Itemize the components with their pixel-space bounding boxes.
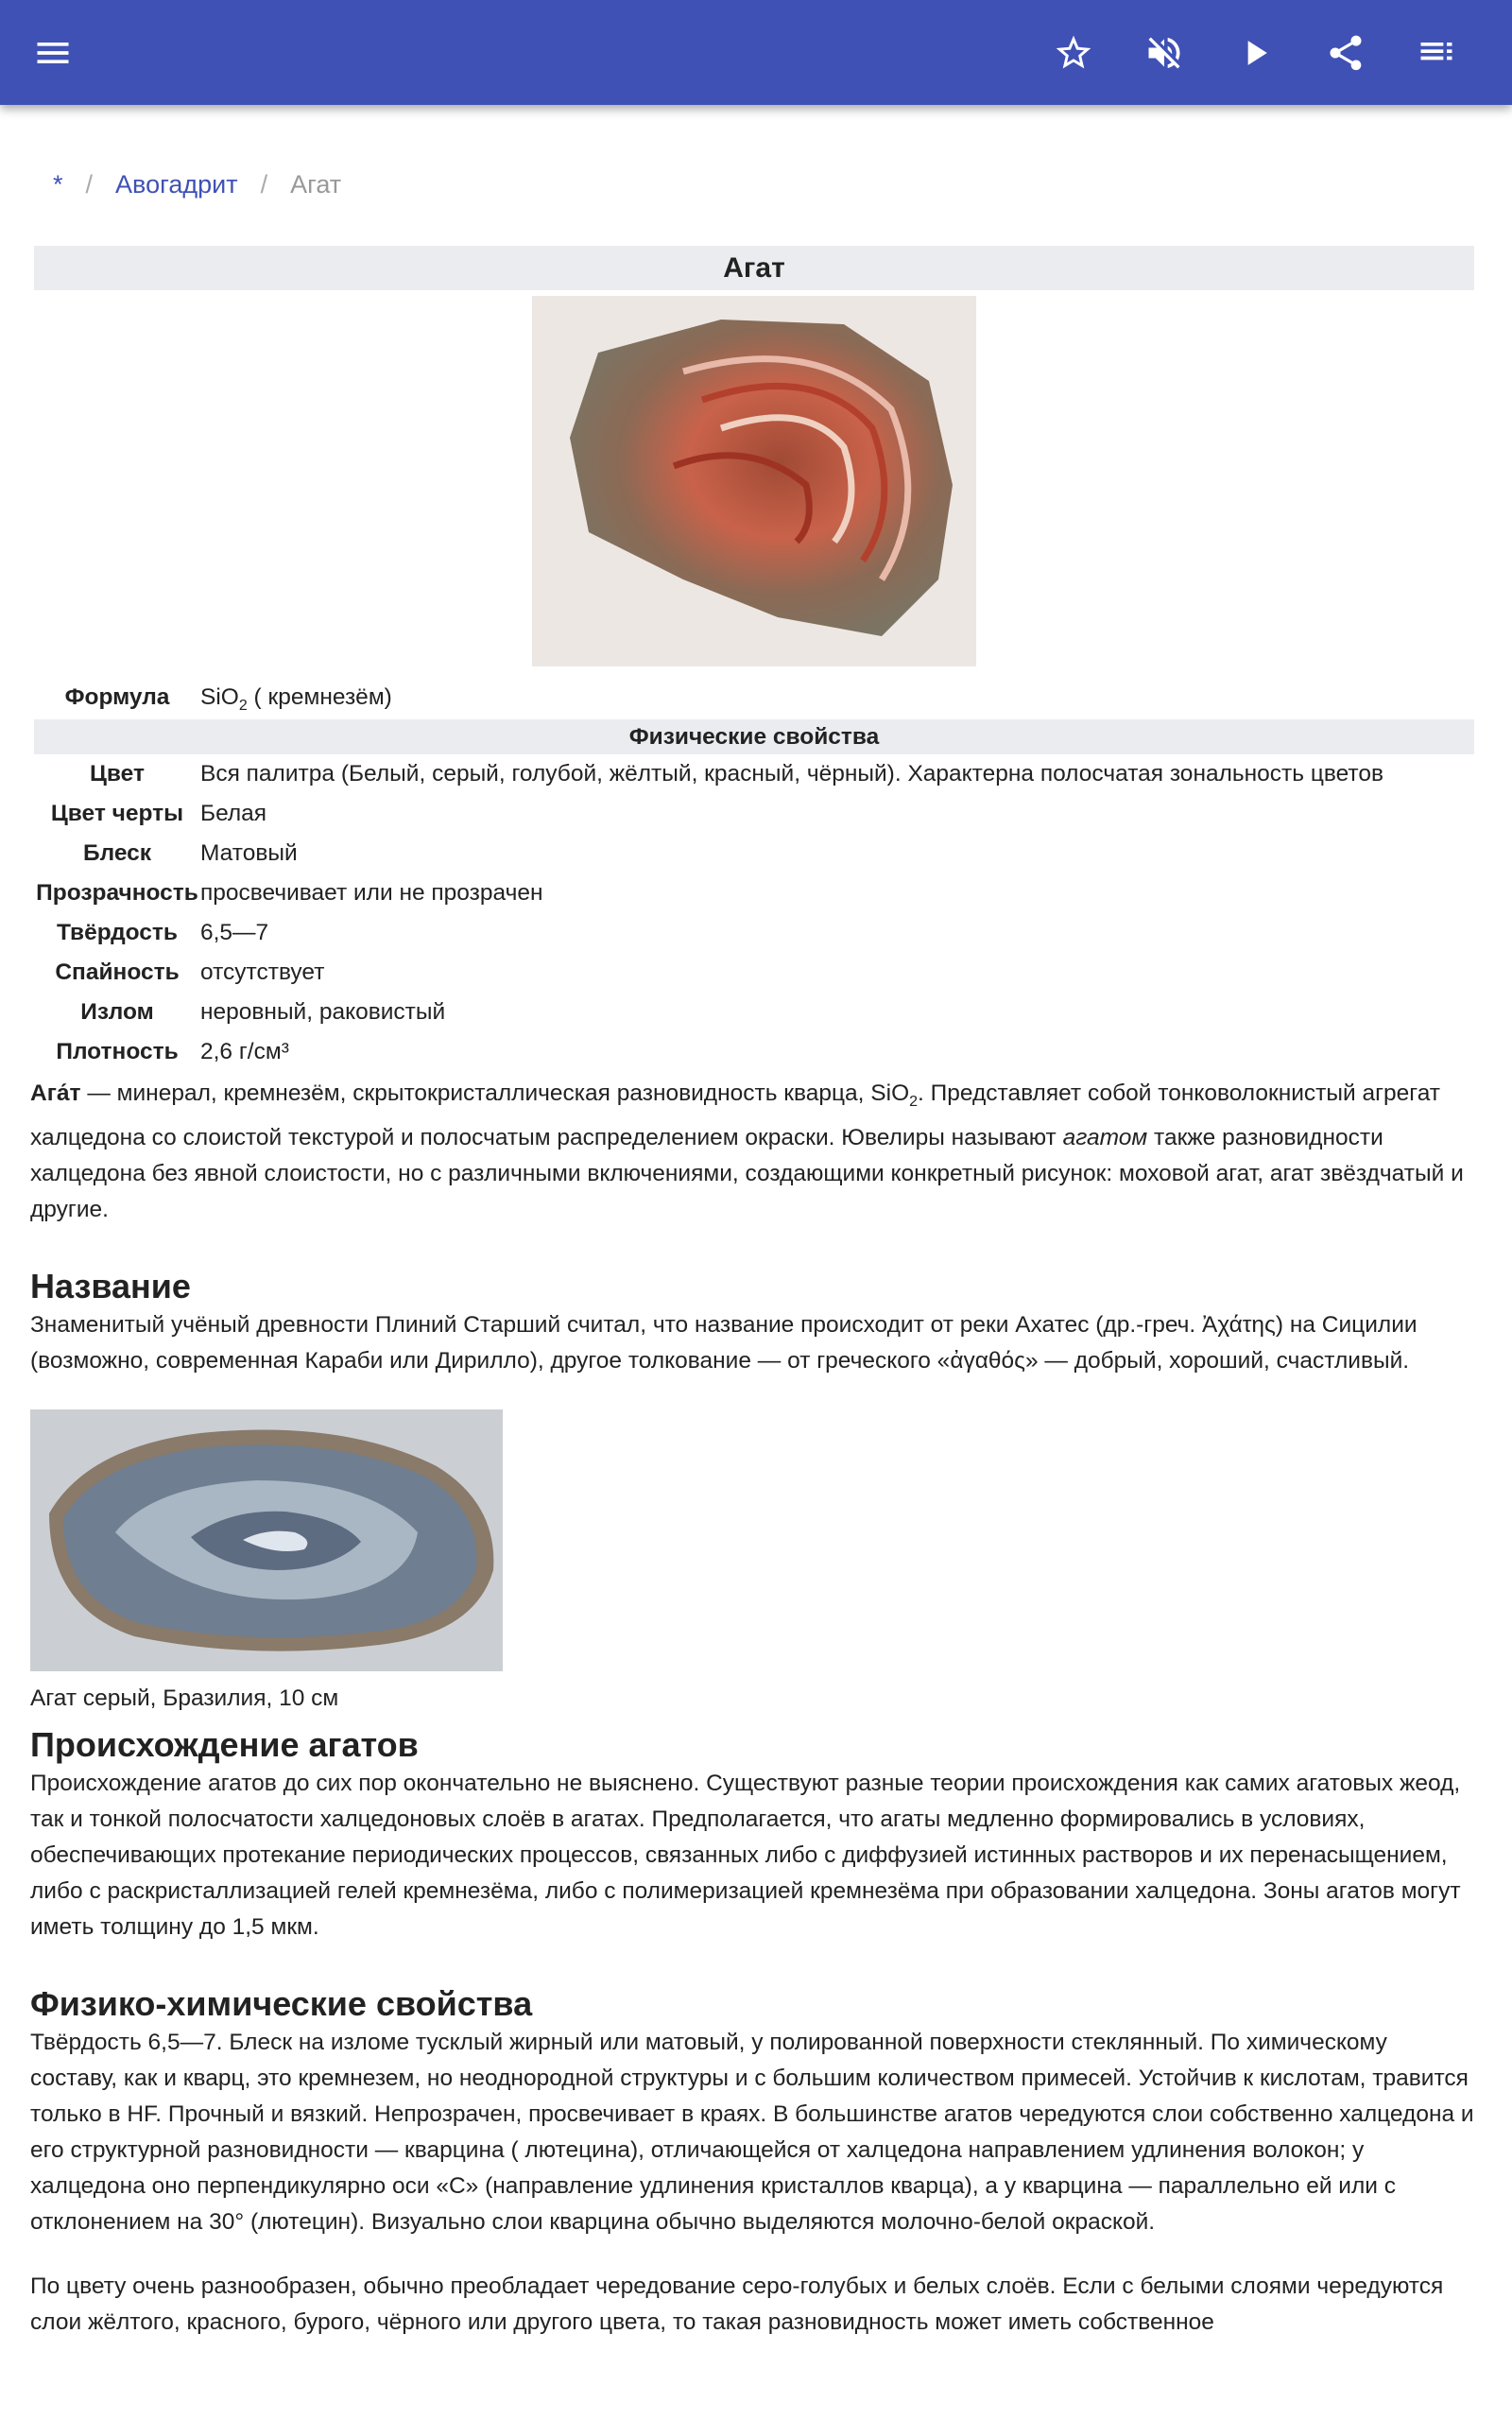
menu-icon[interactable] bbox=[28, 28, 77, 78]
section-heading: Физико-химические свойства bbox=[30, 1983, 533, 2023]
app-bar bbox=[0, 0, 1512, 105]
intro-paragraph: Ага́т — минерал, кремнезём, скрытокристаллическая разновидность кварца, SiO$_2$. Представляет собой тонковолокнистый агрегат халцедона со слоистой текстурой и полосчатым распределением окраски. Ювелиры называют агатом также разновидности халцедона без явной слоистости, но с различными включениями, создающими конкретный рисунок: моховой агат, агат звёздчатый и другие. bbox=[30, 1080, 1464, 1222]
playlist-icon[interactable] bbox=[1412, 28, 1461, 78]
property-value: Вся палитра (Белый, серый, голубой, жёлтый, красный, чёрный). Характерна полосчатая зональность цветов bbox=[200, 761, 1384, 786]
infobox-title: Агат bbox=[34, 246, 1474, 290]
property-row bbox=[34, 953, 1474, 993]
section-heading: Название bbox=[30, 1266, 191, 1305]
breadcrumb-parent-link[interactable]: Авогадрит bbox=[115, 170, 238, 199]
volume-off-icon[interactable] bbox=[1140, 28, 1189, 78]
property-row bbox=[34, 834, 1474, 873]
star-icon[interactable] bbox=[1049, 28, 1098, 78]
share-icon[interactable] bbox=[1321, 28, 1370, 78]
property-label: Плотность bbox=[56, 1039, 179, 1064]
property-row bbox=[34, 913, 1474, 953]
breadcrumb-separator: / bbox=[85, 170, 94, 199]
property-label: Излом bbox=[80, 999, 154, 1025]
play-icon[interactable] bbox=[1230, 28, 1280, 78]
agate-image[interactable] bbox=[532, 296, 976, 666]
article bbox=[30, 166, 1474, 2341]
section-text: Знаменитый учёный древности Плиний Старший считал, что название происходит от реки Ахатес (др.-греч. Ἀχάτης) на Сицилии (возможно, современная Караби или Дирилло), другое толкование — от греческого «ἀγαθός» — добрый, хороший, счастливый. bbox=[30, 1311, 1418, 1374]
formula-value: SiO$_2$ ( кремнезём) bbox=[200, 684, 392, 714]
property-label: Цвет bbox=[90, 761, 145, 786]
property-row bbox=[34, 873, 1474, 913]
breadcrumb-current: Агат bbox=[290, 170, 342, 199]
physical-properties-header: Физические свойства bbox=[34, 719, 1474, 754]
property-value: 6,5—7 bbox=[200, 920, 269, 945]
infobox bbox=[34, 246, 1474, 1072]
property-value: просвечивает или не прозрачен bbox=[200, 880, 543, 906]
breadcrumb bbox=[53, 166, 1474, 208]
section-heading: Происхождение агатов bbox=[30, 1724, 419, 1764]
property-row bbox=[34, 794, 1474, 834]
property-label: Твёрдость bbox=[57, 920, 178, 945]
section-text: Твёрдость 6,5—7. Блеск на изломе тусклый жирный или матовый, у полированной поверхности стеклянный. По химическому составу, как и кварц, это кремнезем, но неоднородной структуры и с большим количеством примесей. Устойчив к кислотам, травится только в HF. Прочный и вязкий. Непрозрачен, просвечивает в краях. В большинстве агатов чередуются слои собственно халцедона и его структурной разновидности — кварцина ( лютецина), отличающейся от халцедона направлением удлинения волокон; у халцедона оно перпендикулярно оси «С» (направление удлинения кристаллов кварца), а у кварцина — параллельно ей или с отклонением на 30° (лютецин). Визуально слои кварцина обычно выделяются молочно-белой окраской. bbox=[30, 2029, 1474, 2235]
property-label: Цвет черты bbox=[50, 801, 184, 826]
section-text: По цвету очень разнообразен, обычно преобладает чередование серо-голубых и белых слоёв. Если с белыми слоями чередуются слои жёлтого, красного, бурого, чёрного или другого цвета, то такая разновидность может иметь собственное bbox=[30, 2273, 1444, 2335]
formula-row bbox=[34, 678, 1474, 717]
property-value: неровный, раковистый bbox=[200, 999, 446, 1025]
property-value: 2,6 г/см³ bbox=[200, 1039, 289, 1064]
property-label: Блеск bbox=[82, 840, 152, 866]
section-text: Происхождение агатов до сих пор окончательно не выяснено. Существуют разные теории происхождения как самих агатовых жеод, так и тонкой полосчатости халцедоновых слоёв в агатах. Предполагается, что агаты медленно формировались в условиях, обеспечивающих протекание периодических процессов, связанных либо с диффузией истинных растворов и их перенасыщением, либо с раскристаллизацией гелей кремнезёма, либо с полимеризацией кремнезёма при образовании халцедона. Зоны агатов могут иметь толщину до 1,5 мкм. bbox=[30, 1770, 1461, 1940]
property-value: отсутствует bbox=[200, 959, 325, 985]
breadcrumb-separator: / bbox=[260, 170, 268, 199]
property-label: Прозрачность bbox=[36, 880, 198, 906]
property-value: Белая bbox=[200, 801, 267, 826]
property-row bbox=[34, 1032, 1474, 1072]
property-label: Спайность bbox=[55, 959, 180, 985]
grey-agate-image[interactable] bbox=[30, 1409, 503, 1671]
property-row bbox=[34, 754, 1474, 794]
breadcrumb-root-link[interactable]: * bbox=[53, 170, 63, 199]
property-row bbox=[34, 993, 1474, 1032]
formula-label: Формула bbox=[64, 684, 170, 710]
figure-caption: Агат серый, Бразилия, 10 см bbox=[30, 1685, 339, 1711]
property-value: Матовый bbox=[200, 840, 298, 866]
